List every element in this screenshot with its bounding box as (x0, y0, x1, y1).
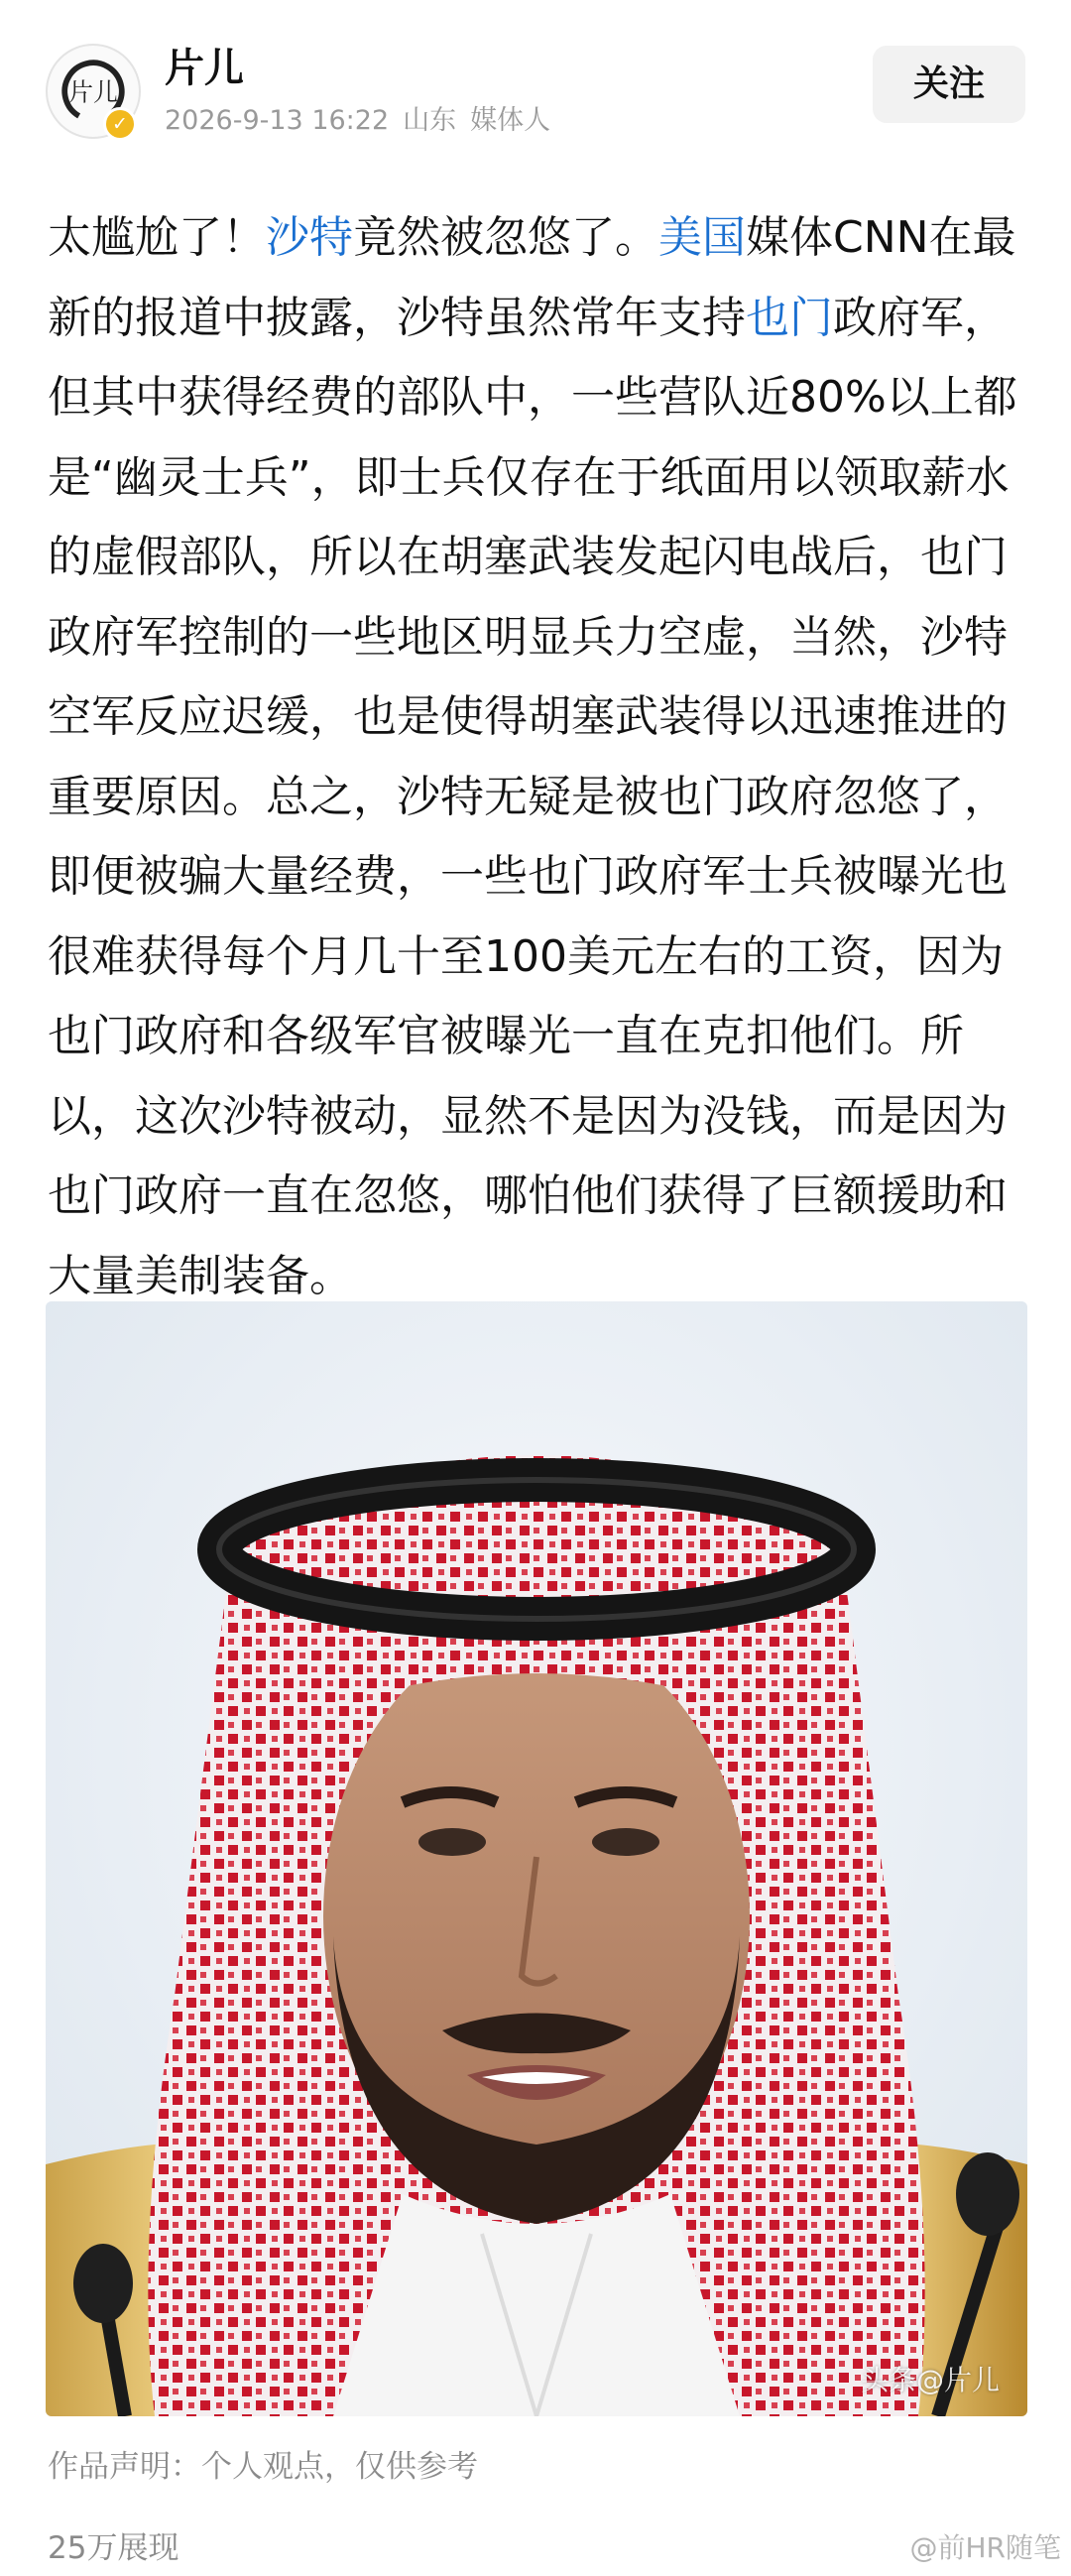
post-date: 2026-9-13 16:22 (165, 105, 390, 136)
source-watermark: @前HR随笔 (909, 2531, 1061, 2564)
article-text: 政府军，但其中获得经费的部队中，一些营队近80%以上都是“幽灵士兵”，即士兵仅存在于纸面用以领取薪水的虚假部队，所以在胡塞武装发起闪电战后，也门政府军控制的一些地区明显兵力空虚，当然，沙特空军反应迟缓，也是使得胡塞武装得以迅速推进的重要原因。总之，沙特无疑是被也门政府忽悠了，即便被骗大量经费，一些也门政府军士兵被曝光也很难获得每个月几十至100美元左右的工资，因为也门政府和各级军官被曝光一直在克扣他们。所以，这次沙特被动，显然不是因为没钱，而是因为也门政府一直在忽悠，哪怕他们获得了巨额援助和大量美制装备。 (48, 292, 1017, 1301)
view-count: 25万展现 (48, 2530, 179, 2566)
topic-link[interactable]: 沙特 (266, 212, 353, 263)
verified-icon: ✓ (103, 107, 137, 141)
work-declaration: 作品声明：个人观点，仅供参考 (48, 2449, 478, 2485)
topic-link[interactable]: 也门 (746, 292, 833, 343)
article-body (48, 198, 1029, 1316)
topic-link[interactable]: 美国 (658, 212, 746, 263)
post-photo[interactable] (46, 1301, 1027, 2416)
post-location: 山东 (403, 105, 457, 136)
author-role: 媒体人 (470, 105, 551, 136)
photo-watermark: 头条@片儿 (860, 2364, 1000, 2396)
author-meta (165, 103, 564, 139)
article-text: 太尴尬了！ (48, 212, 266, 263)
post-header (0, 0, 1071, 188)
article-text: 媒体CNN在最新的报道中披露，沙特虽然常年支持 (48, 212, 1016, 343)
follow-button[interactable]: 关注 (873, 46, 1025, 123)
portrait-image (46, 1301, 1027, 2416)
article-text: 竟然被忽悠了。 (353, 212, 658, 263)
author-name[interactable]: 片儿 (165, 46, 244, 91)
avatar-text: 片儿 (68, 77, 118, 107)
